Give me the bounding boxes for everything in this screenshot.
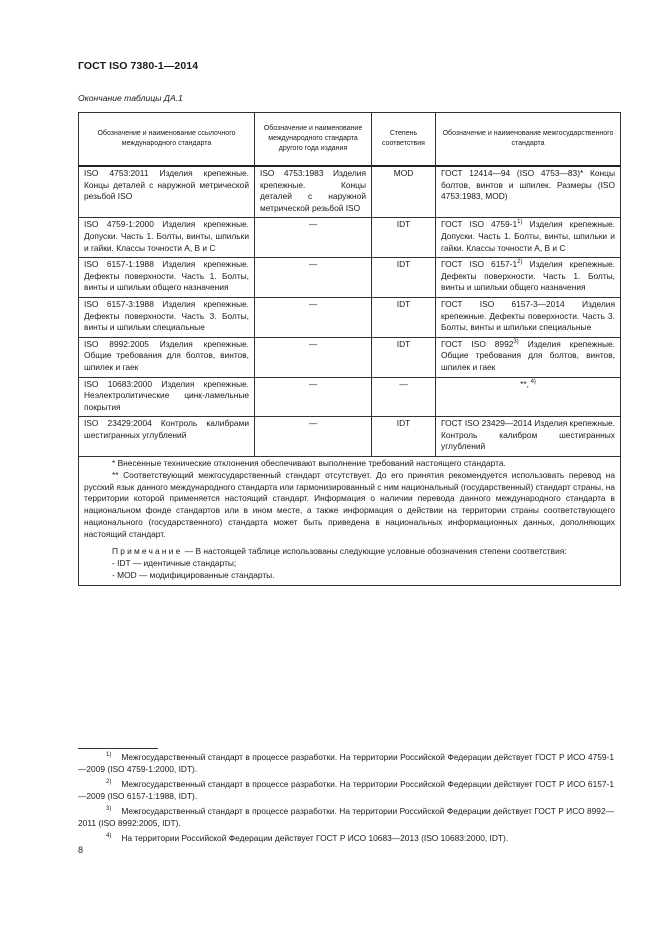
note-deviations: * Внесенные технические отклонения обеспечивают выполнение требований настоящего стандарта. <box>112 458 506 469</box>
cell-degree: IDT <box>372 417 436 457</box>
table-row <box>79 377 621 417</box>
cell-gost <box>436 337 621 377</box>
cell-gost: ГОСТ ISO 6157-3—2014 Изделия крепежные. Дефекты поверхности. Часть 3. Болты, винты и шпильки специальные <box>436 297 621 337</box>
footnote-mark: 3) <box>106 805 112 812</box>
table-row <box>79 166 621 218</box>
note-label: Примечание <box>112 546 183 557</box>
cell-gost <box>436 377 621 417</box>
note-text: — В настоящей таблице использованы следующие условные обозначения степени соответствия: <box>182 546 567 557</box>
header-degree: Степень соответствия <box>372 113 436 167</box>
header-other-year-standard: Обозначение и наименование международного стандарта другого года издания <box>255 113 372 167</box>
header-ref-standard: Обозначение и наименование ссылочного международного стандарта <box>79 113 255 167</box>
table-row <box>79 417 621 457</box>
cell-other: — <box>255 337 372 377</box>
note-item-idt: - IDT — идентичные стандарты; <box>112 558 237 569</box>
cell-other: — <box>255 297 372 337</box>
cell-other: ISO 4753:1983 Изделия крепежные. Концы деталей с наружной метрической резьбой ISO <box>255 166 372 218</box>
footnote-4 <box>78 833 614 845</box>
gost-designation: ГОСТ ISO 6157-1 <box>441 259 518 270</box>
cell-gost: ГОСТ 12414—94 (ISO 4753—83)* Концы болтов, винтов и шпилек. Размеры (ISO 4753:1983, MOD) <box>436 166 621 218</box>
footnote-ref: 1) <box>517 219 523 226</box>
note-legend <box>84 546 615 558</box>
footnotes <box>78 752 614 847</box>
note-missing-standard: ** Соответствующий межгосударственный стандарт отсутствует. До его принятия рекомендуется использовать перевод на русский язык данного международного стандарта или гармонизированный с ним национальный (государственный) стандарт страны, на территории которой применяется настоящий стандарт. Информация о наличии перевода данного международного стандарта в национальном фонде стандартов или в ином месте, а также информация о действии на территории страны соответствующего национального (государственного) стандарта может быть приведена в национальных информационных данных, дополняющих настоящий стандарт. <box>84 469 615 539</box>
footnote-1 <box>78 752 614 776</box>
cell-degree: IDT <box>372 218 436 258</box>
cell-degree: MOD <box>372 166 436 218</box>
table-header-row <box>79 113 621 167</box>
footnote-2 <box>78 779 614 803</box>
cell-ref: ISO 6157-3:1988 Изделия крепежные. Дефекты поверхности. Часть 3. Болты, винты и шпильки специальные <box>79 297 255 337</box>
cell-degree: IDT <box>372 258 436 298</box>
cell-ref: ISO 23429:2004 Контроль калибрами шестигранных углублений <box>79 417 255 457</box>
cell-gost <box>436 258 621 298</box>
header-interstate-standard: Обозначение и наименование межгосударственного стандарта <box>436 113 621 167</box>
cell-other: — <box>255 417 372 457</box>
table-row <box>79 258 621 298</box>
cell-other: — <box>255 258 372 298</box>
cell-degree: — <box>372 377 436 417</box>
cell-ref: ISO 6157-1:1988 Изделия крепежные. Дефекты поверхности. Часть 1. Болты, винты и шпильки общего назначения <box>79 258 255 298</box>
footnote-text: На территории Российской Федерации действует ГОСТ Р ИСО 10683—2013 (ISO 10683:2000, IDT). <box>121 832 509 843</box>
table-row <box>79 297 621 337</box>
cell-degree: IDT <box>372 297 436 337</box>
table-caption: Окончание таблицы ДА.1 <box>78 93 183 103</box>
cell-other: — <box>255 218 372 258</box>
table-notes <box>79 457 621 586</box>
footnote-text: Межгосударственный стандарт в процессе разработки. На территории Российской Федерации действует ГОСТ Р ИСО 4759-1—2009 (ISO 4759-1:2000, IDT). <box>78 752 614 774</box>
footnote-ref: 2) <box>517 259 523 266</box>
footnote-text: Межгосударственный стандарт в процессе разработки. На территории Российской Федерации действует ГОСТ Р ИСО 8992—2011 (ISO 8992:2005, IDT). <box>78 805 614 828</box>
page-number: 8 <box>78 845 84 855</box>
document-title: ГОСТ ISO 7380-1—2014 <box>78 60 199 72</box>
gost-name: Изделия крепежные. Дефекты поверхности. Часть 1. Болты, винты и шпильки общего назначения <box>441 259 615 293</box>
footnote-3 <box>78 806 614 830</box>
gost-name: Изделия крепежные. Общие требования для болтов, винтов, шпилек и гаек <box>441 338 615 372</box>
table-notes-row <box>79 457 621 586</box>
footnote-ref: 3) <box>513 338 519 345</box>
gost-designation: ГОСТ ISO 8992 <box>441 338 514 349</box>
note-item-mod: - MOD — модифицированные стандарты. <box>112 569 275 580</box>
cell-ref: ISO 4753:2011 Изделия крепежные. Концы деталей с наружной метрической резьбой ISO <box>79 166 255 218</box>
table-row <box>79 218 621 258</box>
gost-designation: ГОСТ ISO 4759-1 <box>441 219 518 230</box>
gost-name: Изделия крепежные. Допуски. Часть 1. Болты, винты, шпильки и гайки. Классы точности А, В и С <box>441 219 615 253</box>
footnote-mark: 2) <box>106 779 112 786</box>
cell-gost <box>436 218 621 258</box>
table-row <box>79 337 621 377</box>
cell-ref: ISO 4759-1:2000 Изделия крепежные. Допуски. Часть 1. Болты, винты, шпильки и гайки. Классы точности А, В и С <box>79 218 255 258</box>
footnote-divider <box>78 748 158 749</box>
footnote-mark: 1) <box>106 752 112 759</box>
footnote-mark: 4) <box>106 832 112 839</box>
cell-degree: IDT <box>372 337 436 377</box>
cell-gost: ГОСТ ISO 23429—2014 Изделия крепежные. Контроль калибром шестигранных углублений <box>436 417 621 457</box>
footnote-ref: 4) <box>528 378 536 385</box>
cell-ref: ISO 8992:2005 Изделия крепежные. Общие требования для болтов, винтов, шпилек и гаек <box>79 337 255 377</box>
cell-ref: ISO 10683:2000 Изделия крепежные. Неэлектролитические цинк-ламельные покрытия <box>79 377 255 417</box>
cell-other: — <box>255 377 372 417</box>
standards-table <box>78 112 621 586</box>
gost-designation: **, <box>520 378 529 389</box>
footnote-text: Межгосударственный стандарт в процессе разработки. На территории Российской Федерации действует ГОСТ Р ИСО 6157-1—2009 (ISO 6157-1:1988, IDT). <box>78 778 614 801</box>
